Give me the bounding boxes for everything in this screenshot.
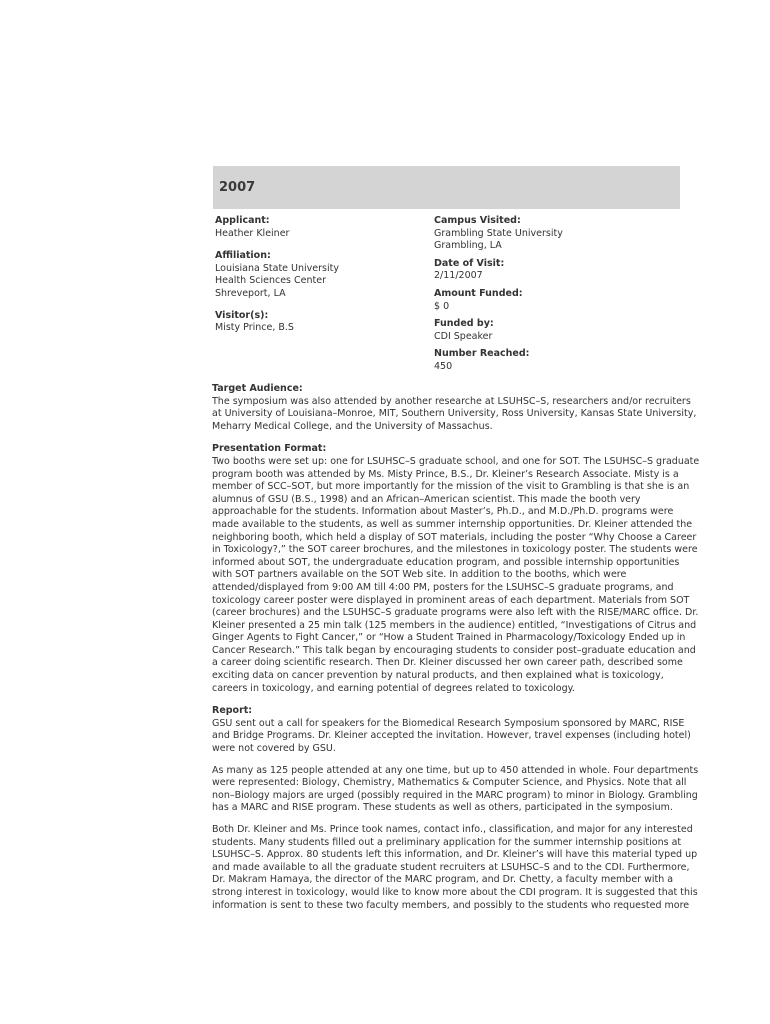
report-paragraph-2: As many as 125 people attended at any one time, but up to 450 attended in whole. Four departments were represented: Biology, Chemistry, Mathematics & Computer Science, and Physics. Note that all non–Biology majors are urged (possibly required in the MARC program) to minor in Biology. Grambling has a MARC and RISE program. These students as well as others, participated in the symposium. xyxy=(212,764,699,814)
funded-by-label: Funded by: xyxy=(434,318,494,330)
campus-line-1: Grambling State University xyxy=(434,227,563,239)
left-info-column xyxy=(215,215,415,340)
date-label: Date of Visit: xyxy=(434,257,505,269)
affiliation-line-3: Shreveport, LA xyxy=(215,287,286,299)
year-header-bar xyxy=(213,166,680,209)
amount-value: $ 0 xyxy=(434,300,450,312)
funded-by-field xyxy=(434,318,679,343)
applicant-value: Heather Kleiner xyxy=(215,227,290,239)
target-audience-text: The symposium was also attended by another researche at LSUHSC–S, researchers and/or recruiters at University of Louisiana–Monroe, MIT, Southern University, Ross University, Kansas State University, Meharry Medical College, and the University of Massachus. xyxy=(212,395,697,432)
affiliation-line-1: Louisiana State University xyxy=(215,262,339,274)
applicant-label: Applicant: xyxy=(215,215,270,226)
year-heading: 2007 xyxy=(219,180,256,195)
right-info-column xyxy=(434,215,679,379)
report-body xyxy=(212,383,700,921)
report-paragraph-3: Both Dr. Kleiner and Ms. Prince took names, contact info., classification, and major for any interested students. Many students filled out a preliminary application for the summer internship positions at LSUHSC–S. Approx. 80 students left this information, and Dr. Kleiner’s will have this material typed up and made available to all the graduate student recruiters at LSUHSC–S and to the CDI. Furthermore, Dr. Makram Hamaya, the director of the MARC program, and Dr. Chetty, a faculty member with a strong interest in toxicology, would like to know more about the CDI program. It is suggested that this information is sent to these two faculty members, and possibly to the students who requested more xyxy=(212,824,698,911)
campus-line-2: Grambling, LA xyxy=(434,240,502,252)
reached-value: 450 xyxy=(434,360,453,372)
affiliation-label: Affiliation: xyxy=(215,250,271,262)
date-value: 2/11/2007 xyxy=(434,270,483,282)
campus-field xyxy=(434,215,679,253)
presentation-format-text: Two booths were set up: one for LSUHSC–S graduate school, and one for SOT. The LSUHSC–S graduate program booth was attended by Ms. Misty Prince, B.S., Dr. Kleiner’s Research Associate. Misty is a member of SCC–SOT, but more importantly for the mission of the visit to Grambling is that she is an alumnus of GSU (B.S., 1998) and an African–American scientist. This made the booth very approachable for the students. Information about Master’s, Ph.D., and M.D./Ph.D. programs were made available to the students, as well as summer internship opportunities. Dr. Kleiner attended the neighboring booth, which held a display of SOT materials, including the poster “Why Choose a Career in Toxicology?,” the SOT career brochures, and the milestones in toxicology poster. The students were informed about SOT, the undergraduate education program, and possible internship opportunities with SOT partners available on the SOT Web site. In addition to the booths, which were attended/displayed from 9:00 AM till 4:00 PM, posters for the LSUHSC–S graduate programs, and toxicology career poster were displayed in prominent areas of each department. Materials from SOT (career brochures) and the LSUHSC–S graduate programs were also left with the RISE/MARC office. Dr. Kleiner presented a 25 min talk (125 members in the audience) entitled, “Investigations of Citrus and Ginger Agents to Fight Cancer,” or “How a Student Trained in Pharmacology/Toxicology Ended up in Cancer Research.” This talk began by encouraging students to consider post–graduate education and a career doing scientific research. Then Dr. Kleiner discussed her own career path, described some exciting data on cancer prevention by natural products, and then explained what is toxicology, careers in toxicology, and earning potential of degrees related to toxicology. xyxy=(212,455,700,694)
reached-field xyxy=(434,348,679,373)
presentation-format-heading: Presentation Format: xyxy=(212,443,327,455)
amount-field xyxy=(434,288,679,313)
affiliation-line-2: Health Sciences Center xyxy=(215,275,326,287)
funded-by-value: CDI Speaker xyxy=(434,330,493,342)
visitors-field xyxy=(215,310,415,335)
report-heading: Report: xyxy=(212,705,253,717)
presentation-format-section xyxy=(212,443,700,695)
campus-label: Campus Visited: xyxy=(434,215,521,226)
report-paragraph-1: GSU sent out a call for speakers for the Biomedical Research Symposium sponsored by MARC, RISE and Bridge Programs. Dr. Kleiner accepted the invitation. However, travel expenses (including hotel) were not covered by GSU. xyxy=(212,717,691,755)
target-audience-heading: Target Audience: xyxy=(212,383,303,394)
target-audience-section xyxy=(212,383,700,433)
visitors-label: Visitor(s): xyxy=(215,309,269,321)
date-field xyxy=(434,258,679,283)
affiliation-field xyxy=(215,250,415,300)
reached-label: Number Reached: xyxy=(434,348,530,360)
amount-label: Amount Funded: xyxy=(434,287,523,299)
report-section xyxy=(212,705,700,912)
visitors-value: Misty Prince, B.S xyxy=(215,322,294,334)
applicant-field xyxy=(215,215,415,240)
